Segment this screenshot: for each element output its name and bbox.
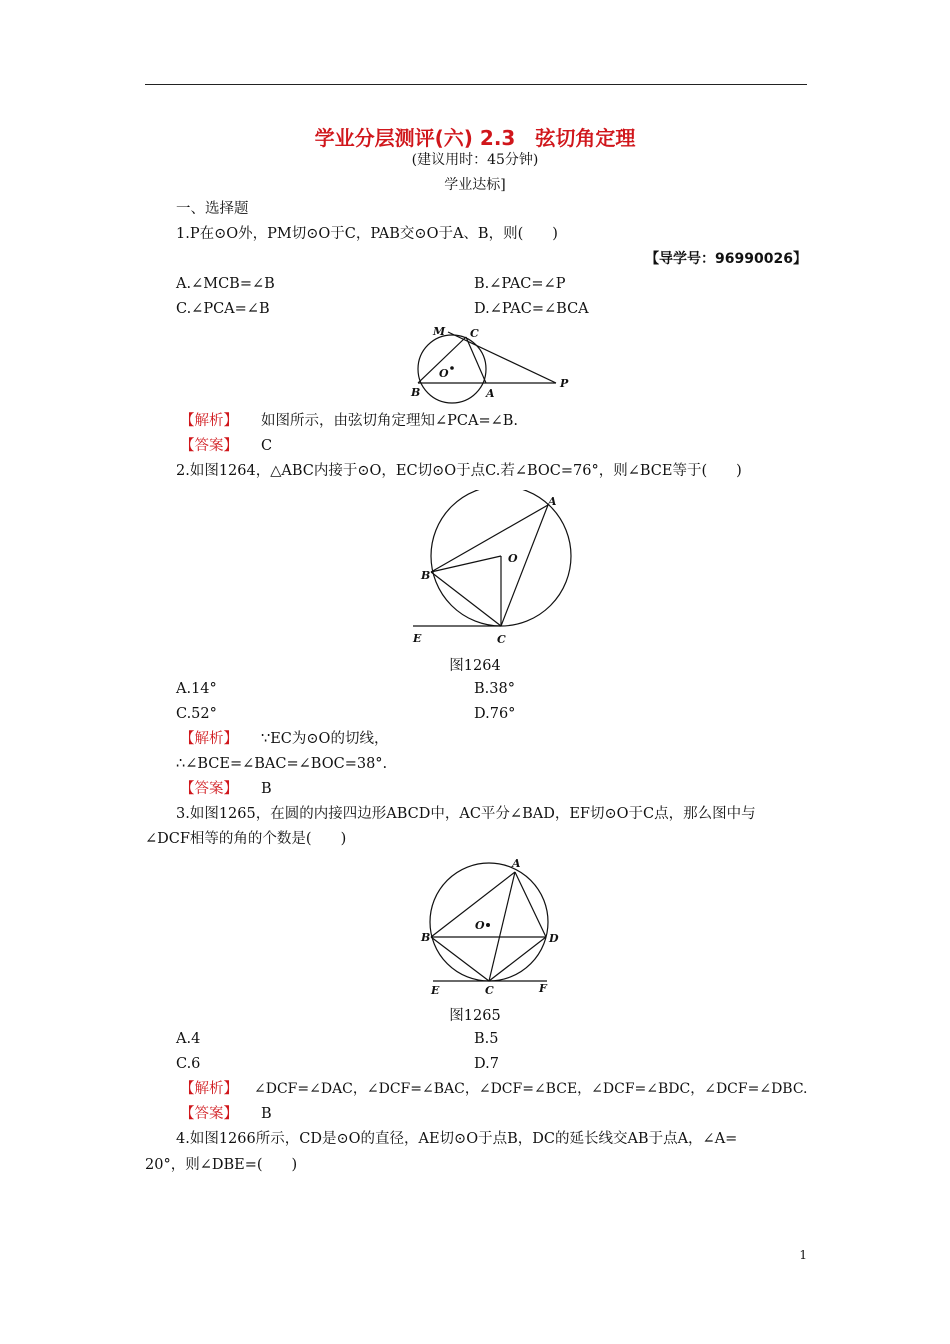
q3-circle <box>430 863 548 981</box>
q2-answer: B <box>261 781 272 797</box>
page-title: 学业分层测评(六) 2.3 弦切角定理 <box>314 126 636 150</box>
q1-figure <box>400 322 580 404</box>
q2-caption: 图1264 <box>449 658 501 674</box>
q3-answer: B <box>261 1106 272 1122</box>
q2-figure <box>405 490 585 650</box>
q2-label-o: O <box>508 552 518 565</box>
section-heading: 一、选择题 <box>176 201 249 217</box>
q1-analysis-text: 如图所示，由弦切角定理知∠PCA=∠B. <box>261 413 519 429</box>
q3-analysis-text: ∠DCF=∠DAC，∠DCF=∠BAC，∠DCF=∠BCE，∠DCF=∠BDC，∠DCF=∠DBC. <box>254 1081 808 1097</box>
q1-label-o: O <box>439 367 449 380</box>
q1-option-c: C.∠PCA=∠B <box>176 301 270 317</box>
page-number: 1 <box>799 1248 807 1262</box>
q3-stem: 3.如图1265，在圆的内接四边形ABCD中，AC平分∠BAD，EF切⊙O于C点，那么图中与 <box>176 806 756 822</box>
q2-analysis-tag: 【解析】 <box>180 731 238 747</box>
q3-option-c: C.6 <box>176 1056 201 1072</box>
level-label: 学业达标] <box>444 177 506 193</box>
q3-analysis-tag: 【解析】 <box>180 1081 238 1097</box>
q1-option-d: D.∠PAC=∠BCA <box>474 301 589 317</box>
q3-side-ad <box>515 872 546 937</box>
q2-label-c: C <box>497 633 506 646</box>
q1-label-b: B <box>411 386 421 399</box>
q2-label-b: B <box>421 569 431 582</box>
q1-analysis-tag: 【解析】 <box>180 413 238 429</box>
q2-answer-tag: 【答案】 <box>180 781 238 797</box>
q3-option-a: A.4 <box>176 1031 201 1047</box>
q2-stem: 2.如图1264，△ABC内接于⊙O，EC切⊙O于点C.若∠BOC=76°，则∠BCE等于( ) <box>176 463 742 479</box>
q1-option-a: A.∠MCB=∠B <box>176 276 275 292</box>
time-hint: (建议用时：45分钟) <box>411 152 539 168</box>
q1-label-a: A <box>486 387 495 400</box>
q3-label-c: C <box>485 984 494 997</box>
q1-tangent-line <box>448 332 556 383</box>
header-rule <box>145 84 807 85</box>
q4-stem: 4.如图1266所示，CD是⊙O的直径，AE切⊙O于点B，DC的延长线交AB于点A，∠A= <box>176 1131 738 1147</box>
q2-option-a: A.14° <box>176 681 217 697</box>
q2-side-ac <box>501 505 548 626</box>
q1-stem: 1.P在⊙O外，PM切⊙O于C，PAB交⊙O于A、B，则( ) <box>176 226 558 242</box>
q1-center-dot <box>450 366 454 370</box>
q3-caption: 图1265 <box>449 1008 501 1024</box>
q3-label-o: O <box>475 919 485 932</box>
q3-label-f: F <box>539 982 547 995</box>
q2-label-a: A <box>548 495 557 508</box>
q2-radius-ob <box>431 556 501 572</box>
q1-chord-ca <box>466 337 486 383</box>
q1-answer-tag: 【答案】 <box>180 438 238 454</box>
q1-answer: C <box>261 438 273 454</box>
guide-number: 【导学号：96990026】 <box>645 251 807 267</box>
q3-label-a: A <box>512 857 521 870</box>
q1-label-c: C <box>470 327 479 340</box>
q2-analysis-text-2: ∴∠BCE=∠BAC=∠BOC=38°. <box>176 756 388 772</box>
q4-stem-cont: 20°，则∠DBE=( ) <box>145 1157 298 1173</box>
q1-label-m: M <box>433 325 446 338</box>
q3-stem-cont: ∠DCF相等的角的个数是( ) <box>145 831 347 847</box>
q3-center-dot <box>486 923 490 927</box>
q3-option-b: B.5 <box>474 1031 499 1047</box>
q2-side-ab <box>431 505 548 572</box>
q3-figure <box>415 855 565 1000</box>
q1-label-p: P <box>560 377 569 390</box>
q3-label-d: D <box>549 932 559 945</box>
q3-side-bc <box>431 937 489 981</box>
q2-option-d: D.76° <box>474 706 516 722</box>
q2-option-b: B.38° <box>474 681 515 697</box>
q3-label-e: E <box>431 984 440 997</box>
q2-label-e: E <box>413 632 422 645</box>
q3-answer-tag: 【答案】 <box>180 1106 238 1122</box>
q3-option-d: D.7 <box>474 1056 499 1072</box>
q3-label-b: B <box>421 931 431 944</box>
q2-side-bc <box>431 572 501 626</box>
q2-analysis-text: ∵EC为⊙O的切线， <box>261 731 389 747</box>
q1-option-b: B.∠PAC=∠P <box>474 276 566 292</box>
q2-option-c: C.52° <box>176 706 217 722</box>
